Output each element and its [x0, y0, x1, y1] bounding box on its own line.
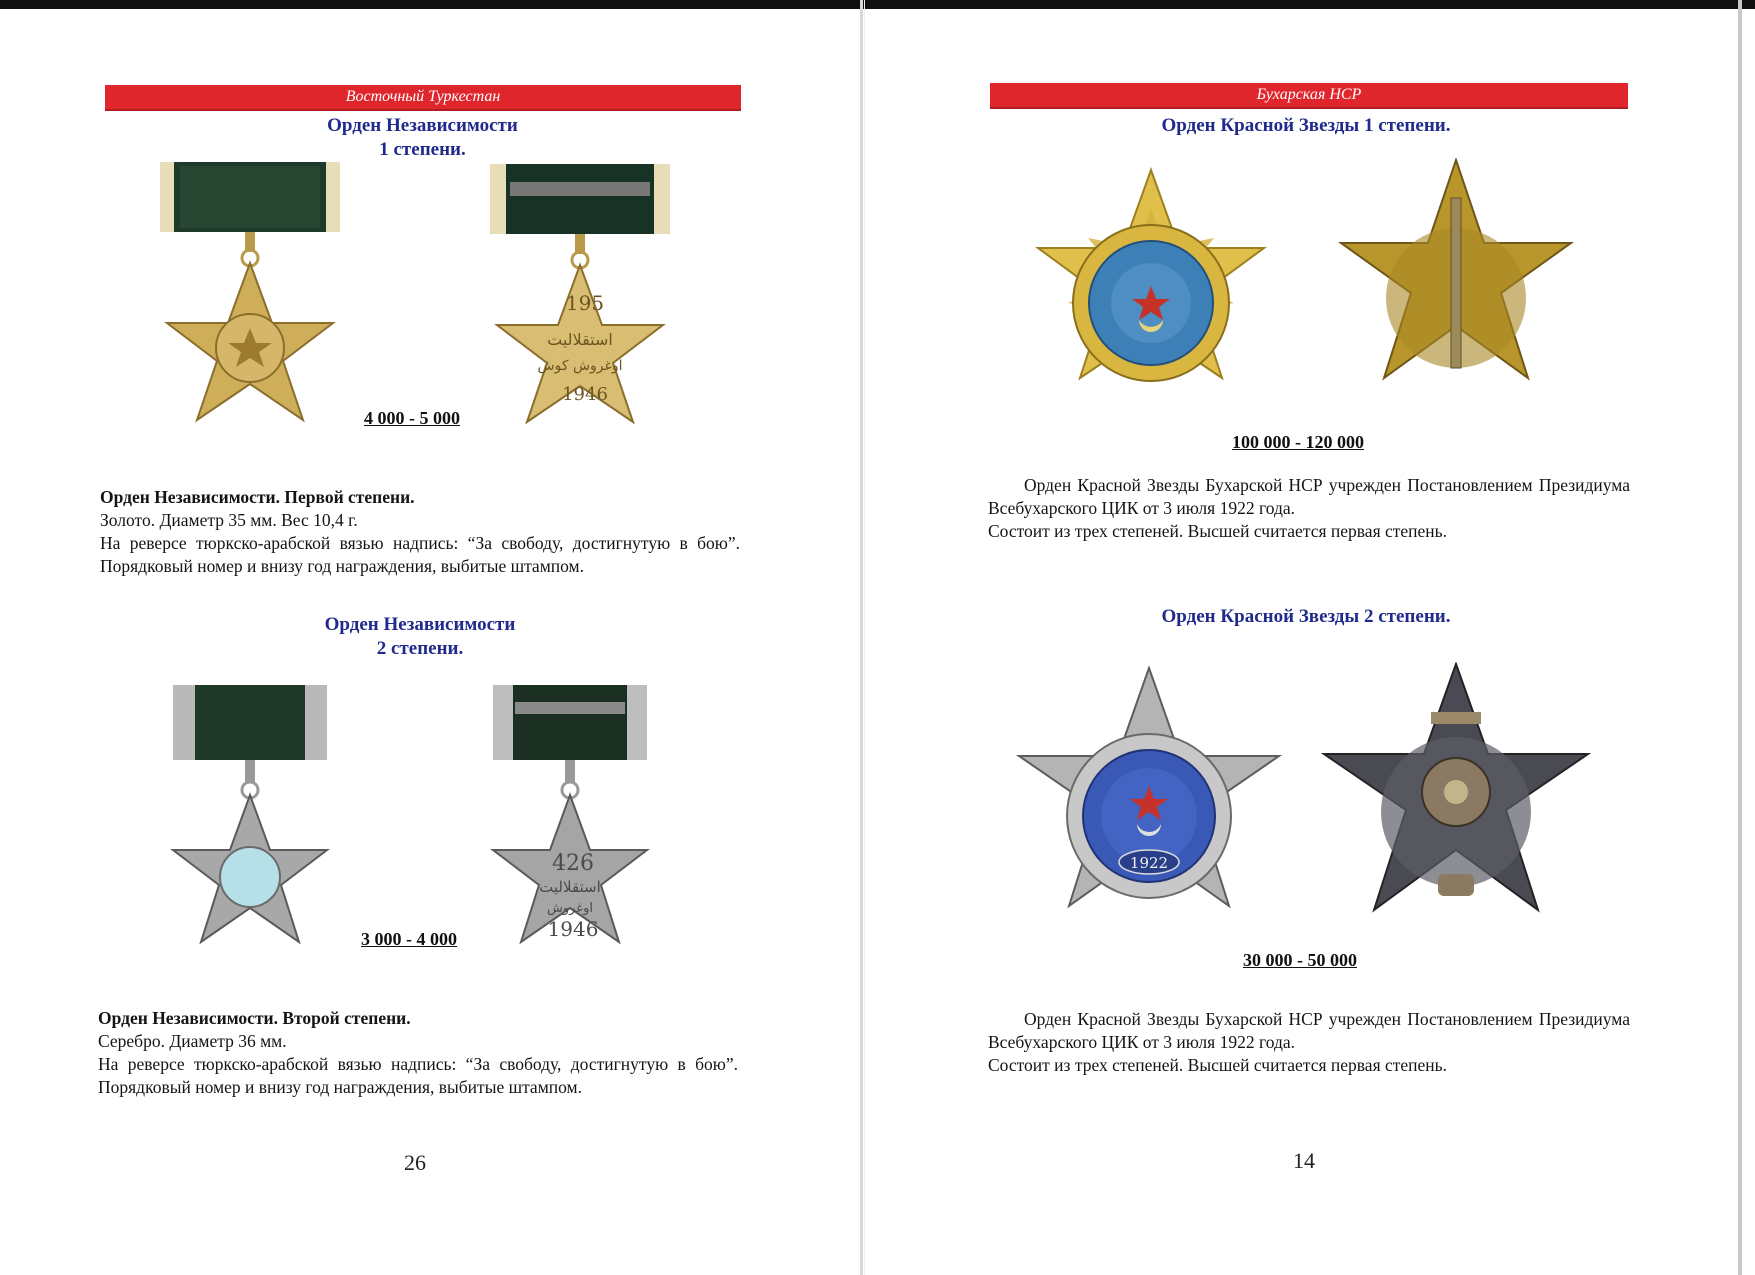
scan-right-edge: [1738, 0, 1742, 1275]
order1-description: [100, 486, 740, 578]
book-gutter: [860, 0, 863, 1275]
order1-title-line2: 1 степени.: [379, 139, 466, 160]
order1-description: [988, 474, 1630, 543]
order2-description: [988, 1008, 1630, 1077]
section-banner: Бухарская НСР: [990, 83, 1628, 107]
page-number: 14: [1293, 1148, 1315, 1173]
order1-desc-heading: Орден Независимости. Первой степени.: [100, 487, 415, 507]
order2-desc-line1: Орден Красной Звезды Бухарской НСР учрежден Постановлением Президиума Всебухарского ЦИК от 3 июля 1922 года.: [988, 1009, 1630, 1052]
order2-reverse-year: 1946: [547, 917, 599, 941]
order1-desc-line2: Состоит из трех степеней. Высшей считается первая степень.: [988, 521, 1448, 541]
order1-reverse-year: 1946: [562, 384, 608, 405]
order2-medal-year: 1922: [1129, 854, 1169, 872]
order2-desc-heading: Орден Независимости. Второй степени.: [98, 1008, 411, 1028]
order2-price: 3 000 - 4 000: [361, 929, 457, 949]
book-gutter-shadow: [864, 0, 865, 1275]
section-banner: Восточный Туркестан: [105, 85, 741, 109]
left-page: [0, 0, 860, 1275]
order1-reverse-image: [1326, 158, 1586, 428]
order1-obverse-image: [1014, 158, 1289, 428]
order1-desc-line1: Золото. Диаметр 35 мм. Вес 10,4 г.: [100, 510, 358, 530]
order2-desc-line2: Состоит из трех степеней. Высшей считается первая степень.: [988, 1055, 1448, 1075]
order1-title: [250, 114, 595, 162]
order1-price: 4 000 - 5 000: [364, 408, 460, 428]
order1-obverse-image: [155, 158, 345, 463]
order2-description: [98, 1007, 738, 1099]
order2-title-line2: 2 степени.: [376, 638, 464, 659]
order2-reverse-image: [1316, 662, 1596, 947]
page-number: 26: [404, 1150, 426, 1175]
order2-title: [245, 613, 595, 661]
order1-desc-line1: Орден Красной Звезды Бухарской НСР учрежден Постановлением Президиума Всебухарского ЦИК от 3 июля 1922 года.: [988, 475, 1630, 518]
order2-desc-line2: На реверсе тюркско-арабской вязью надпись: “За свободу, достигнутую в бою”. Порядковый номер и внизу год награждения, выбитые штампом.: [98, 1054, 738, 1097]
svg-text:استقلاليت: استقلاليت: [539, 878, 601, 896]
order1-title: Орден Красной Звезды 1 степени.: [1161, 115, 1451, 136]
order1-reverse-image: [485, 160, 675, 465]
order1-price: 100 000 - 120 000: [1232, 432, 1364, 452]
order1-desc-line2: На реверсе тюркско-арабской вязью надпись: “За свободу, достигнутую в бою”. Порядковый номер и внизу год награждения, выбитые штампом.: [100, 533, 740, 576]
order1-title-line1: Орден Независимости: [327, 115, 518, 136]
order2-title-line1: Орден Независимости: [324, 614, 516, 635]
order2-title: Орден Красной Звезды 2 степени.: [1161, 606, 1451, 627]
order2-reverse-image: [485, 680, 655, 980]
order2-obverse-image: [165, 680, 335, 980]
svg-text:اوغروش كوش: اوغروش كوش: [537, 358, 623, 374]
order2-obverse-image: [1004, 666, 1294, 946]
order2-desc-line1: Серебро. Диаметр 36 мм.: [98, 1031, 287, 1051]
order2-reverse-number: 426: [552, 851, 594, 876]
svg-text:اوغروش: اوغروش: [546, 901, 594, 916]
order1-reverse-number: 195: [565, 291, 605, 315]
svg-text:استقلاليت: استقلاليت: [547, 330, 613, 349]
order2-price: 30 000 - 50 000: [1243, 950, 1357, 970]
right-page: [866, 0, 1738, 1275]
